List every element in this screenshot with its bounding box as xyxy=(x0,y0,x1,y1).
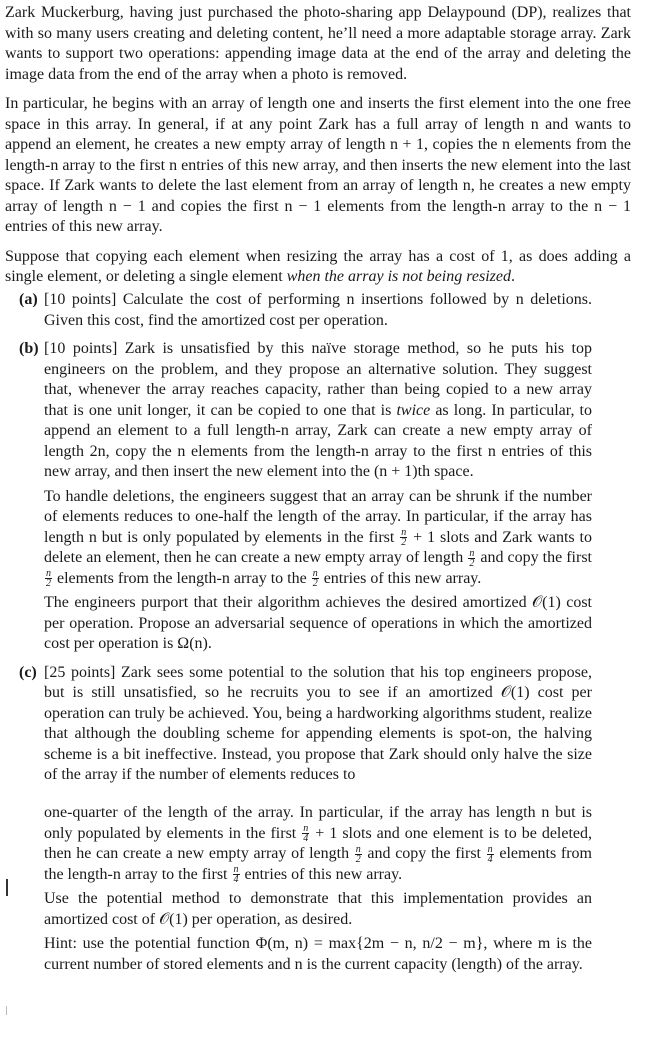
fraction-n-over-4: $\frac{n}{4}$ xyxy=(303,823,309,845)
intro-paragraph-2: In particular, he begins with an array of length one and inserts the first element into the one free space in this array. In general, if at any point Zark has a full array of length n and wants to append an element, he creates a new empty array of length n + 1, copies the n elements from the length-n array to the first n entries of this new array, and then inserts the new element into the last space. If Zark wants to delete the last element from an array of length n, he creates a new empty array of length n − 1 and copies the first n − 1 elements from the length-n array to the n − 1 entries of this new array. xyxy=(5,95,631,235)
part-c-label: (c) xyxy=(19,663,37,681)
fraction-n-over-2: $\frac{n}{2}$ xyxy=(355,843,361,865)
fraction-n-over-2: $\frac{n}{2}$ xyxy=(312,568,318,590)
problem-statement xyxy=(5,3,631,297)
part-a-label: (a) xyxy=(19,291,38,308)
parts-list-upper xyxy=(19,290,592,786)
part-b xyxy=(19,339,592,655)
parts-list-lower xyxy=(19,803,592,975)
part-c-paragraph-3: Use the potential method to demonstrate that this implementation provides an amortized cost of 𝒪(1) per operation, as desired. xyxy=(44,890,592,928)
part-b-label: (b) xyxy=(19,340,39,357)
margin-change-bar xyxy=(6,879,8,896)
part-b-paragraph-3: The engineers purport that their algorithm achieves the desired amortized 𝒪(1) cost per operation. Propose an adversarial sequence of operations in which the amortized cost per operation is Ω(n). xyxy=(44,594,592,652)
fraction-n-over-2: $\frac{n}{2}$ xyxy=(46,568,51,590)
part-a-text: [10 points] Calculate the cost of performing n insertions followed by n deletions. Given this cost, find the amortized cost per operation. xyxy=(44,291,592,329)
part-c-continued xyxy=(19,803,592,975)
part-c-paragraph-2: one-quarter of the length of the array. In particular, if the array has length n but is only populated by elements in the first $\frac{n}{4}$ + 1 slots and one element is to be deleted, then he can create a new empty array of length $\frac{n}{2}$ and copy the first $\frac{n}{4}$ elements from the length-n array to the first $\frac{n}{4}$ entries of this new array. xyxy=(44,804,593,886)
part-c xyxy=(19,663,592,786)
fraction-n-over-4: $\frac{n}{4}$ xyxy=(233,864,239,886)
fraction-n-over-4: $\frac{n}{4}$ xyxy=(487,843,493,865)
part-b-paragraph-2: To handle deletions, the engineers suggest that an array can be shrunk if the number of elements reduces to one-half the length of the array. In particular, if the array has length n but is only populated by elements in the first $\frac{n}{2}$ + 1 slots and Zark wants to delete an element, then he can create a new empty array of length $\frac{n}{2}$ and copy the first $\frac{n}{2}$ elements from the length-n array to the $\frac{n}{2}$ entries of this new array. xyxy=(44,487,593,590)
fraction-n-over-2: $\frac{n}{2}$ xyxy=(401,527,407,549)
intro-paragraph-3: Suppose that copying each element when resizing the array has a cost of 1, as does adding a single element, or deleting a single element when the array is not being resized. xyxy=(5,247,631,285)
part-b-paragraph-1: [10 points] Zark is unsatisfied by this naïve storage method, so he puts his top engineers on the problem, and they propose an alternative solution. They suggest that, whenever the array reaches capacity, rather than being copied to a new array that is one unit longer, it can be copied to one that is twice as long. In particular, to append an element to a full length-n array, Zark can create a new empty array of length 2n, copy the n elements from the length-n array to the first n entries of this new array, and then insert the new element into the (n + 1)th space. xyxy=(44,340,592,480)
intro-paragraph-1: Zark Muckerburg, having just purchased the photo-sharing app Delaypound (DP), realizes that with so many users creating and deleting content, he’ll need a more adaptable storage array. Zark wants to support two operations: appending image data at the end of the array and deleting the image data from the end of the array when a photo is removed. xyxy=(5,4,631,83)
fraction-n-over-2: $\frac{n}{2}$ xyxy=(469,547,475,569)
part-a xyxy=(19,290,592,331)
part-c-paragraph-1: [25 points] Zark sees some potential to the solution that his top engineers propose, but is still unsatisfied, so he recruits you to see if an amortized 𝒪(1) cost per operation can truly be achieved. You, being a hardworking algorithms student, realize that although the doubling scheme for appending elements is spot-on, the halving scheme is a bit ineffective. Instead, you propose that Zark should only halve the size of the array if the number of elements reduces to xyxy=(44,663,592,783)
part-c-hint: Hint: use the potential function Φ(m, n) = max{2m − n, n/2 − m}, where m is the current number of stored elements and n is the current capacity (length) of the array. xyxy=(44,935,592,973)
margin-tick xyxy=(6,1006,7,1015)
